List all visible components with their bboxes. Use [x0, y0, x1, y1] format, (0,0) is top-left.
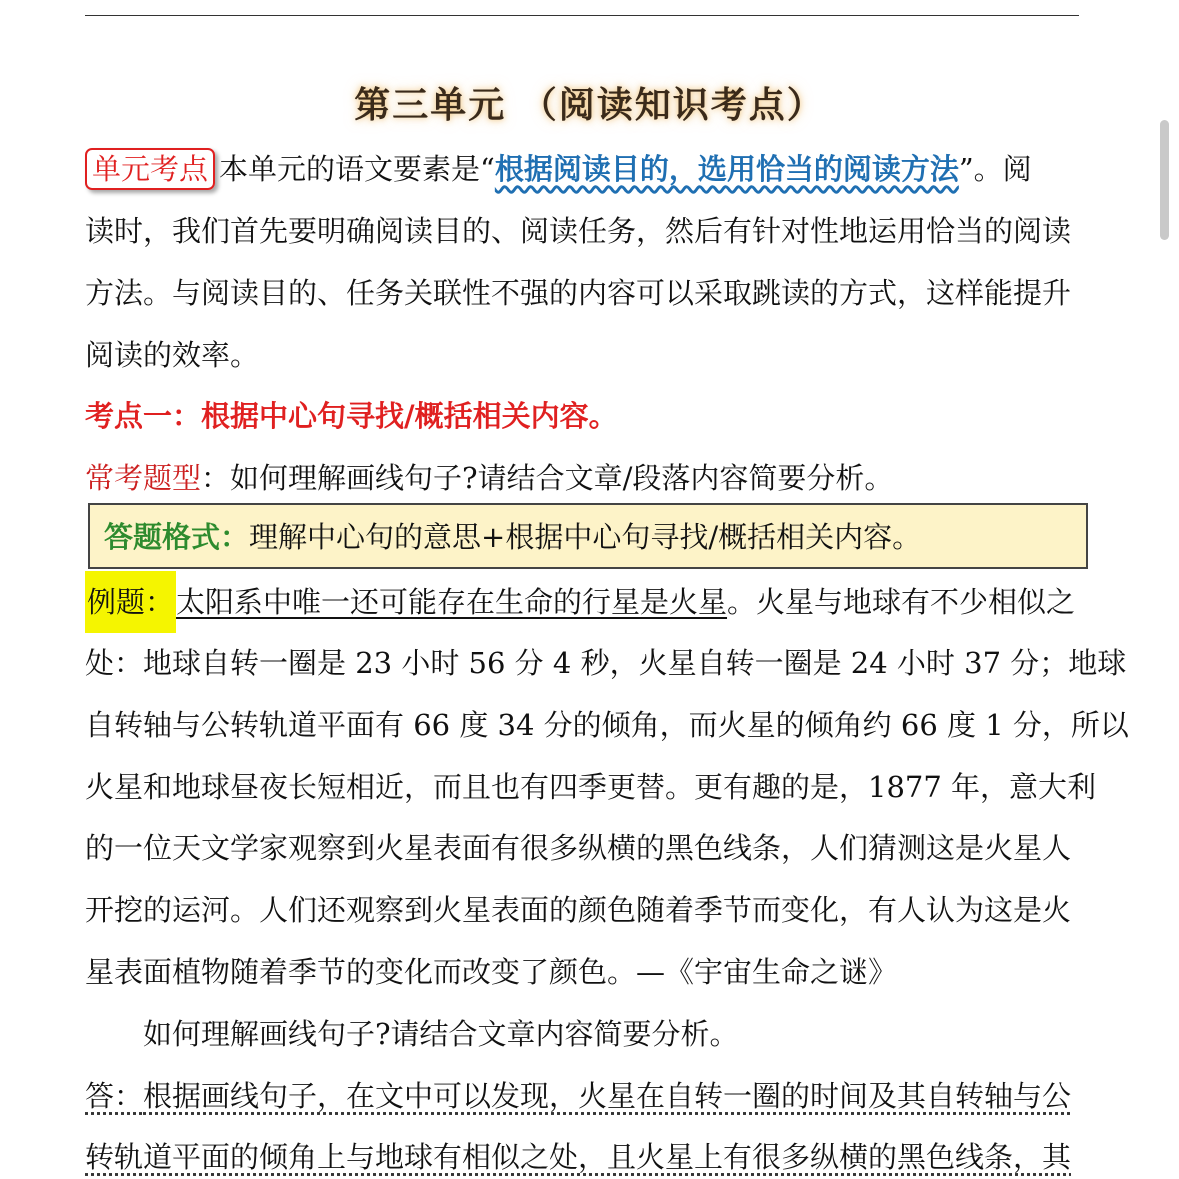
- underlined-sentence: 太阳系中唯一还可能存在生命的行星是火星: [176, 585, 728, 619]
- answer-label: 答：: [85, 1079, 144, 1113]
- example-line-5: 的一位天文学家观察到火星表面有很多纵横的黑色线条，人们猜测这是火星人: [85, 831, 1072, 865]
- answer-format-text: 理解中心句的意思+根据中心句寻找/概括相关内容。: [249, 520, 922, 554]
- intro-text-before: 本单元的语文要素是“: [219, 152, 495, 186]
- common-type-text: ：如何理解画线句子?请结合文章/段落内容简要分析。: [201, 461, 894, 495]
- answer-format-line: [104, 517, 921, 557]
- answer-text-1: 根据画线句子，在文中可以发现，火星在自转一圈的时间及其自转轴与公: [143, 1079, 1072, 1113]
- intro-line-2: 读时，我们首先要明确阅读目的、阅读任务，然后有针对性地运用恰当的阅读: [85, 214, 1072, 248]
- example-line-6: 开挖的运河。人们还观察到火星表面的颜色随着季节而变化，有人认为这是火: [85, 893, 1072, 927]
- intro-line-3: 方法。与阅读目的、任务关联性不强的内容可以采取跳读的方式，这样能提升: [85, 276, 1072, 310]
- intro-text-after: ”。阅: [958, 152, 1032, 186]
- unit-badge: 单元考点: [85, 148, 215, 190]
- example-line-2: 处：地球自转一圈是 23 小时 56 分 4 秒，火星自转一圈是 24 小时 37 分；地球: [85, 646, 1127, 680]
- intro-line-1: [85, 148, 1090, 190]
- example-line-1-rest: 。火星与地球有不少相似之: [727, 585, 1076, 619]
- common-question-type: [85, 458, 1090, 498]
- answer-line-2: 转轨道平面的倾角上与地球有相似之处，且火星上有很多纵横的黑色线条，其: [85, 1140, 1072, 1174]
- answer-format-label: 答题格式：: [104, 520, 250, 554]
- example-line-3: 自转轴与公转轨道平面有 66 度 34 分的倾角，而火星的倾角约 66 度 1 分，所以: [85, 708, 1129, 742]
- example-line-4: 火星和地球昼夜长短相近，而且也有四季更替。更有趣的是，1877 年，意大利: [85, 770, 1097, 804]
- page-title: 第三单元 （阅读知识考点）: [354, 84, 825, 126]
- common-type-label: 常考题型: [85, 461, 202, 495]
- scrollbar-thumb[interactable]: [1160, 120, 1169, 240]
- point-one-heading: 考点一：根据中心句寻找/概括相关内容。: [85, 399, 618, 433]
- intro-line-4: 阅读的效率。: [85, 338, 260, 372]
- question-text: 如何理解画线句子?请结合文章内容简要分析。: [143, 1017, 739, 1051]
- key-element-quote: 根据阅读目的，选用恰当的阅读方法: [494, 152, 959, 186]
- top-divider: [85, 15, 1079, 16]
- example-line-7: 星表面植物随着季节的变化而改变了颜色。—《宇宙生命之谜》: [85, 955, 898, 989]
- example-line-1: [85, 582, 1090, 622]
- example-label: 例题：: [85, 571, 176, 633]
- answer-format-box: [88, 503, 1088, 569]
- answer-line-1: [85, 1076, 1090, 1116]
